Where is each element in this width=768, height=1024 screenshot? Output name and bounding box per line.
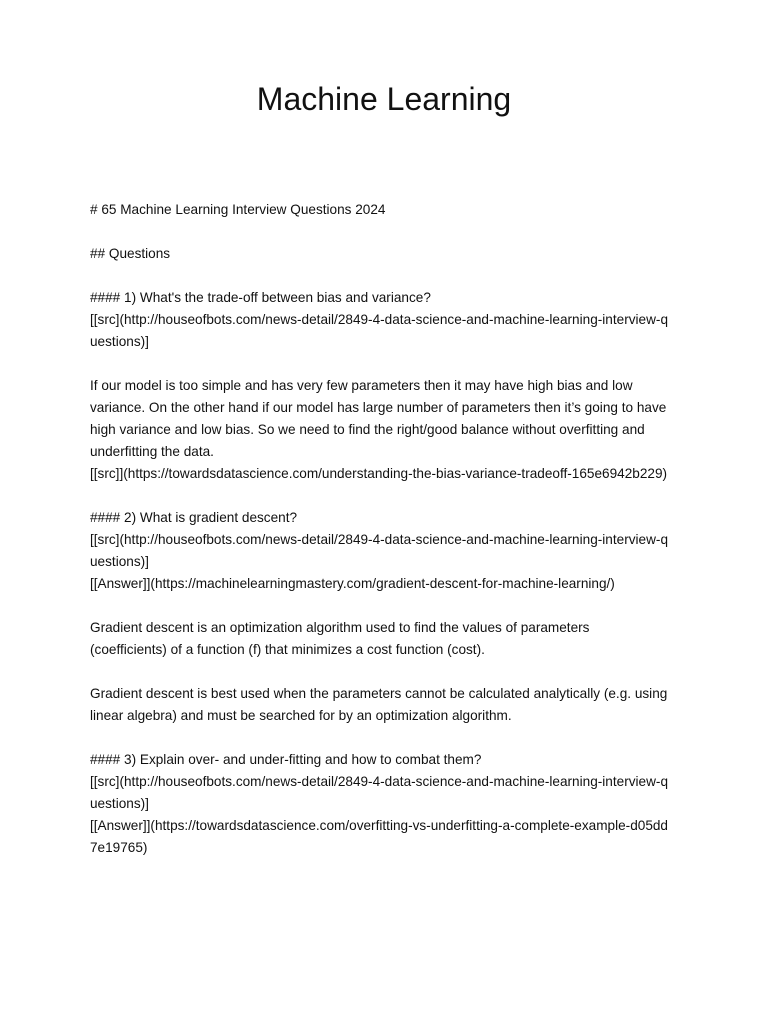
text-line: [[src](http://houseofbots.com/news-detail/2849-4-data-science-and-machine-learning-interview-q — [90, 532, 669, 547]
text-line: uestions)] — [90, 334, 149, 349]
text-line: high variance and low bias. So we need to find the right/good balance without overfitting and — [90, 422, 645, 437]
page-title: Machine Learning — [256, 81, 512, 117]
text-line: # 65 Machine Learning Interview Questions 2024 — [90, 202, 386, 217]
text-line: [[Answer]](https://machinelearningmastery.com/gradient-descent-for-machine-learning/) — [90, 576, 615, 591]
text-block — [90, 507, 690, 595]
text-line: If our model is too simple and has very few parameters then it may have high bias and low — [90, 378, 633, 393]
text-line: uestions)] — [90, 554, 149, 569]
text-block — [90, 287, 690, 353]
text-line: #### 3) Explain over- and under-fitting and how to combat them? — [90, 752, 482, 767]
text-line: uestions)] — [90, 796, 149, 811]
text-line: 7e19765) — [90, 840, 148, 855]
text-line: [[src]](https://towardsdatascience.com/understanding-the-bias-variance-tradeoff-165e6942b229) — [90, 466, 668, 481]
text-line: [[Answer]](https://towardsdatascience.com/overfitting-vs-underfitting-a-complete-example-d05dd — [90, 818, 668, 833]
text-line: (coefficients) of a function (f) that minimizes a cost function (cost). — [90, 642, 485, 657]
text-block — [90, 683, 690, 727]
text-line: [[src](http://houseofbots.com/news-detail/2849-4-data-science-and-machine-learning-interview-q — [90, 774, 669, 789]
text-line: Gradient descent is an optimization algorithm used to find the values of parameters — [90, 620, 590, 635]
text-block — [90, 199, 690, 221]
text-block — [90, 749, 690, 859]
text-line: ## Questions — [90, 246, 171, 261]
text-line: Gradient descent is best used when the parameters cannot be calculated analytically (e.g. using — [90, 686, 668, 701]
text-line: variance. On the other hand if our model has large number of parameters then it’s going to have — [90, 400, 667, 415]
text-line: #### 1) What's the trade-off between bias and variance? — [90, 290, 431, 305]
text-block — [90, 243, 690, 265]
text-block — [90, 375, 690, 485]
text-line: underfitting the data. — [90, 444, 214, 459]
text-line: #### 2) What is gradient descent? — [90, 510, 298, 525]
text-line: [[src](http://houseofbots.com/news-detail/2849-4-data-science-and-machine-learning-interview-q — [90, 312, 669, 327]
document-body — [90, 199, 690, 881]
text-block — [90, 617, 690, 661]
text-line: linear algebra) and must be searched for by an optimization algorithm. — [90, 708, 512, 723]
